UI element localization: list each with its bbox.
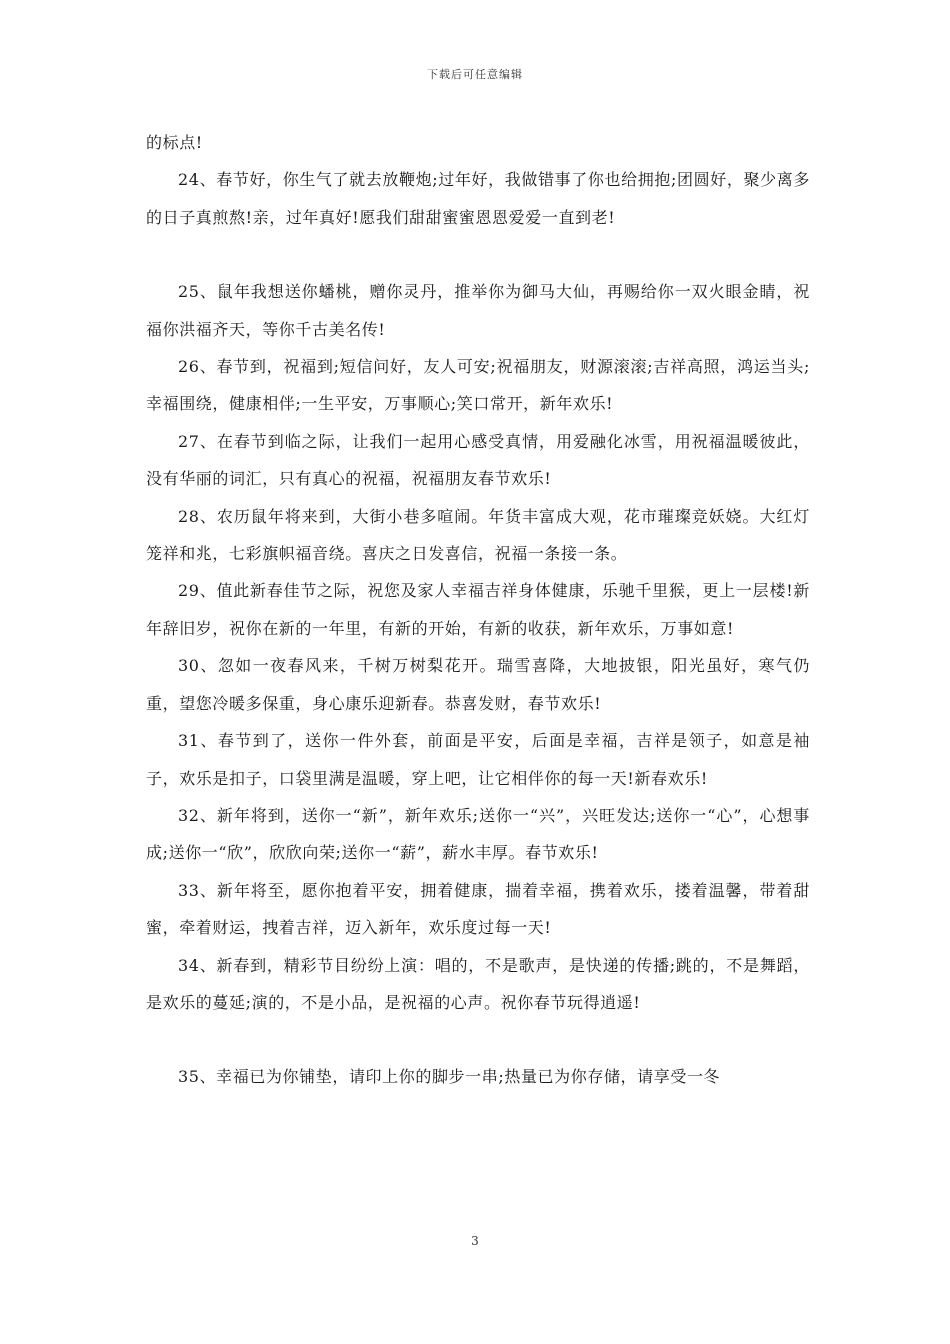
paragraph-27: 27、在春节到临之际，让我们一起用心感受真情，用爱融化冰雪，用祝福温暖彼此，没有华丽的词汇，只有真心的祝福，祝福朋友春节欢乐! (146, 431, 810, 489)
page-header: 下载后可任意编辑 (427, 68, 523, 81)
document-body (146, 124, 810, 1096)
paragraph-34: 34、新春到，精彩节目纷纷上演：唱的，不是歌声，是快递的传播;跳的，不是舞蹈，是欢乐的蔓延;演的，不是小品，是祝福的心声。祝你春节玩得逍遥! (146, 955, 810, 1012)
paragraph-32: 32、新年将到，送你一“新”，新年欢乐;送你一“兴”，兴旺发达;送你一“心”，心想事成;送你一“欣”，欣欣向荣;送你一“薪”，薪水丰厚。春节欢乐! (146, 805, 810, 863)
paragraph-continuation: 的标点! (146, 133, 203, 152)
paragraph-25: 25、鼠年我想送你蟠桃，赠你灵丹，推举你为御马大仙，再赐给你一双火眼金睛，祝福你洪福齐天，等你千古美名传! (146, 282, 810, 339)
paragraph-35: 35、幸福已为你铺垫，请印上你的脚步一串;热量已为你存储，请享受一冬 (178, 1067, 721, 1087)
paragraph-31: 31、春节到了，送你一件外套，前面是平安，后面是幸福，吉祥是领子，如意是袖子，欢乐是扣子，口袋里满是温暖，穿上吧，让它相伴你的每一天!新春欢乐! (146, 731, 810, 788)
page-number: 3 (471, 1234, 479, 1248)
paragraph-24: 24、春节好，你生气了就去放鞭炮;过年好，我做错事了你也给拥抱;团圆好，聚少离多的日子真煎熬!亲，过年真好!愿我们甜甜蜜蜜恩恩爱爱一直到老! (146, 170, 810, 227)
paragraph-29: 29、值此新春佳节之际，祝您及家人幸福吉祥身体健康，乐驰千里猴，更上一层楼!新年辞旧岁，祝你在新的一年里，有新的开始，有新的收获，新年欢乐，万事如意! (146, 581, 810, 638)
paragraph-30: 30、忽如一夜春风来，千树万树梨花开。瑞雪喜降，大地披银，阳光虽好，寒气仍重，望您冷暖多保重，身心康乐迎新春。恭喜发财，春节欢乐! (146, 656, 810, 713)
paragraph-28: 28、农历鼠年将来到，大街小巷多喧闹。年货丰富成大观，花市璀璨竞妖娆。大红灯笼祥和兆，七彩旗帜福音绕。喜庆之日发喜信，祝福一条接一条。 (146, 506, 810, 564)
paragraph-33: 33、新年将至，愿你抱着平安，拥着健康，揣着幸福，携着欢乐，搂着温馨，带着甜蜜，牵着财运，拽着吉祥，迈入新年，欢乐度过每一天! (146, 880, 810, 938)
paragraph-26: 26、春节到，祝福到;短信问好，友人可安;祝福朋友，财源滚滚;吉祥高照，鸿运当头;幸福围绕，健康相伴;一生平安，万事顺心;笑口常开，新年欢乐! (146, 357, 810, 414)
